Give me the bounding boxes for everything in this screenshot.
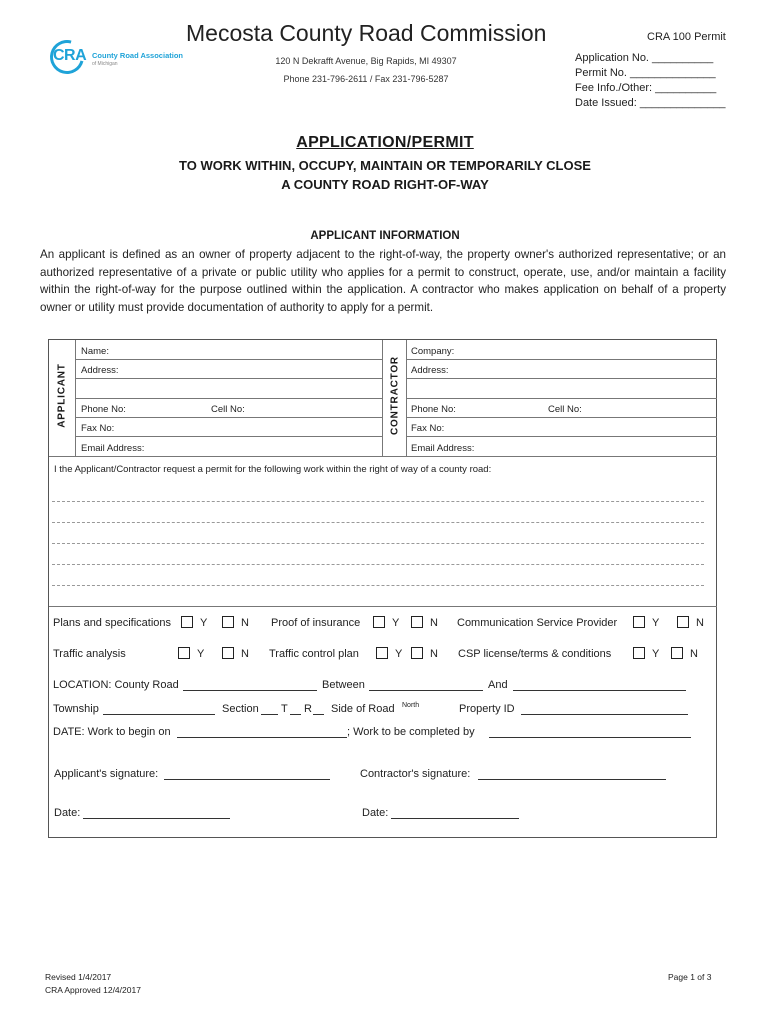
section-label: Section <box>222 703 259 715</box>
page-title: APPLICATION/PERMIT <box>296 134 474 151</box>
t-label: T <box>281 703 288 715</box>
traffic-yes-checkbox[interactable] <box>178 647 190 659</box>
contractor-email-label[interactable]: Email Address: <box>411 443 475 454</box>
org-title: Mecosta County Road Commission <box>186 20 547 46</box>
work-request-text: I the Applicant/Contractor request a permit for the following work within the right of way of a county road: <box>54 464 492 475</box>
section-heading: APPLICANT INFORMATION <box>310 230 460 242</box>
csp-license-yes-checkbox[interactable] <box>633 647 645 659</box>
csp-label: Communication Service Provider <box>457 617 618 629</box>
form-box <box>48 339 717 838</box>
contractor-side-label: CONTRACTOR <box>389 356 401 435</box>
contractor-company-label[interactable]: Company: <box>411 346 455 357</box>
csp-license-yes-label: Y <box>652 648 660 660</box>
contractor-fax-label[interactable]: Fax No: <box>411 423 445 434</box>
traffic-no-label: N <box>241 648 249 660</box>
csp-yes-label: Y <box>652 617 660 629</box>
contractor-date-label: Date: <box>362 807 389 819</box>
plans-label: Plans and specifications <box>53 617 172 629</box>
work-line-1[interactable] <box>52 501 704 502</box>
traffic-yes-label: Y <box>197 648 205 660</box>
permit-number-field[interactable]: Permit No. ______________ <box>575 67 716 79</box>
csp-yes-checkbox[interactable] <box>633 616 645 628</box>
subtitle-line-2: A COUNTY ROAD RIGHT-OF-WAY <box>281 177 489 192</box>
township-field[interactable] <box>103 704 215 715</box>
plans-yes-checkbox[interactable] <box>181 616 193 628</box>
csp-no-checkbox[interactable] <box>677 616 689 628</box>
applicant-fax-label[interactable]: Fax No: <box>81 423 115 434</box>
r-label: R <box>304 703 312 715</box>
traffic-no-checkbox[interactable] <box>222 647 234 659</box>
plans-no-checkbox[interactable] <box>222 616 234 628</box>
footer-approved: CRA Approved 12/4/2017 <box>45 985 141 995</box>
north-option[interactable]: North <box>402 702 420 709</box>
contractor-signature-field[interactable] <box>478 769 666 780</box>
traffic-control-yes-checkbox[interactable] <box>376 647 388 659</box>
work-line-3[interactable] <box>52 543 704 544</box>
section-field[interactable] <box>261 704 278 715</box>
page-number: Page 1 of 3 <box>668 972 712 982</box>
logo-name: County Road Association <box>92 51 183 60</box>
insurance-no-label: N <box>430 617 438 629</box>
contractor-cell-label[interactable]: Cell No: <box>548 404 582 415</box>
logo-abbr: CRA <box>53 47 87 64</box>
plans-no-label: N <box>241 617 249 629</box>
insurance-no-checkbox[interactable] <box>411 616 423 628</box>
contractor-phone-label[interactable]: Phone No: <box>411 404 456 415</box>
between-field[interactable] <box>369 680 483 691</box>
traffic-control-no-label: N <box>430 648 438 660</box>
csp-license-no-checkbox[interactable] <box>671 647 683 659</box>
date-complete-field[interactable] <box>489 727 691 738</box>
work-line-5[interactable] <box>52 585 704 586</box>
applicant-date-label: Date: <box>54 807 81 819</box>
date-begin-field[interactable] <box>177 727 347 738</box>
applicant-address-label[interactable]: Address: <box>81 365 119 376</box>
and-field[interactable] <box>513 680 686 691</box>
form-id: CRA 100 Permit <box>647 31 726 43</box>
cra-logo <box>50 40 183 74</box>
subtitle-line-1: TO WORK WITHIN, OCCUPY, MAINTAIN OR TEMPORARILY CLOSE <box>179 158 591 173</box>
date-complete-label: ; Work to be completed by <box>347 726 475 738</box>
insurance-label: Proof of insurance <box>271 617 361 629</box>
township-label: Township <box>53 703 99 715</box>
work-line-4[interactable] <box>52 564 704 565</box>
location-label: LOCATION: County Road <box>53 679 179 691</box>
property-id-field[interactable] <box>521 704 688 715</box>
property-id-label: Property ID <box>459 703 515 715</box>
applicant-signature-field[interactable] <box>164 769 330 780</box>
csp-license-no-label: N <box>690 648 698 660</box>
and-label: And <box>488 679 508 691</box>
intro-paragraph: An applicant is defined as an owner of property adjacent to the right-of-way, the property owner's authorized representative; or an authorized representative of a private or public utility who applies for a permit to construct, operate, use, and/or maintain a facility within the right-of-way for the purpose outlined within the application. A contractor who makes application on behalf of a property owner or utility must provide documentation of authority to apply for a permit. <box>40 248 726 314</box>
side-of-road-label: Side of Road <box>331 703 395 715</box>
date-issued-field[interactable]: Date Issued: ______________ <box>575 97 726 109</box>
insurance-yes-checkbox[interactable] <box>373 616 385 628</box>
applicant-side-label: APPLICANT <box>56 363 68 428</box>
footer-revised: Revised 1/4/2017 <box>45 972 112 982</box>
between-label: Between <box>322 679 365 691</box>
contractor-signature-label: Contractor's signature: <box>360 768 471 780</box>
org-address: 120 N Dekrafft Avenue, Big Rapids, MI 49307 <box>275 56 457 66</box>
applicant-date-field[interactable] <box>83 808 230 819</box>
r-field[interactable] <box>313 704 324 715</box>
plans-yes-label: Y <box>200 617 208 629</box>
t-field[interactable] <box>290 704 301 715</box>
org-phone: Phone 231-796-2611 / Fax 231-796-5287 <box>283 74 449 84</box>
traffic-control-no-checkbox[interactable] <box>411 647 423 659</box>
csp-no-label: N <box>696 617 704 629</box>
applicant-signature-label: Applicant's signature: <box>54 768 159 780</box>
applicant-phone-label[interactable]: Phone No: <box>81 404 126 415</box>
applicant-email-label[interactable]: Email Address: <box>81 443 145 454</box>
insurance-yes-label: Y <box>392 617 400 629</box>
traffic-control-label: Traffic control plan <box>269 648 359 660</box>
work-line-2[interactable] <box>52 522 704 523</box>
contractor-date-field[interactable] <box>391 808 519 819</box>
applicant-cell-label[interactable]: Cell No: <box>211 404 245 415</box>
logo-sub: of Michigan <box>92 61 118 67</box>
county-road-field[interactable] <box>183 680 317 691</box>
application-number-field[interactable]: Application No. __________ <box>575 52 714 64</box>
date-begin-label: DATE: Work to begin on <box>53 726 171 738</box>
contractor-address-label[interactable]: Address: <box>411 365 449 376</box>
traffic-analysis-label: Traffic analysis <box>53 648 126 660</box>
applicant-name-label[interactable]: Name: <box>81 346 109 357</box>
traffic-control-yes-label: Y <box>395 648 403 660</box>
fee-info-field[interactable]: Fee Info./Other: __________ <box>575 82 717 94</box>
csp-license-label: CSP license/terms & conditions <box>458 648 612 660</box>
